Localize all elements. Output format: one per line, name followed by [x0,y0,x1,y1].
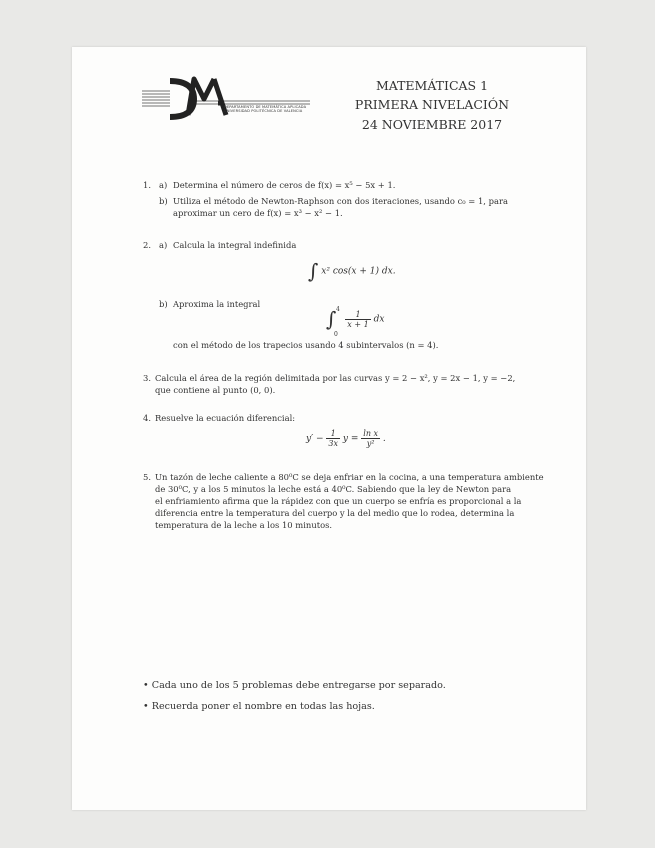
fraction-1-denominator: 3x [328,439,339,448]
header-subject: MATEMÁTICAS 1 [375,78,489,93]
problem-1a-text: Determina el número de ceros de f(x) = x⁵ − 5x + 1. [173,180,396,190]
problem-2-number: 2. [143,240,151,250]
fraction-numerator: 1 [345,310,370,320]
logo-caption-line2: UNIVERSIDAD POLITÉCNICA DE VALENCIA [224,109,303,114]
problem-3-line1: Calcula el área de la región delimitada por las curvas y = 2 − x², y = 2x − 1, y = −2, [155,373,516,383]
logo-lines [142,91,310,106]
problem-2a-text: Calcula la integral indefinida [173,240,297,250]
problem-1b-line2: aproximar un cero de f(x) = x³ − x² − 1. [173,208,343,218]
note-1 [143,680,446,692]
problem-2b-label: b) [159,299,168,309]
problem-4-text: Resuelve la ecuación diferencial: [155,413,296,423]
note-2-text: Recuerda poner el nombre en todas las hojas. [151,701,375,712]
definite-integral-sign: ∫ [326,307,337,331]
problem-5-line4: diferencia entre la temperatura del cuerpo y la del medio que lo rodea, determina la [155,508,515,518]
integral-sign: ∫ [308,259,319,283]
equation-fraction-2 [361,429,380,448]
bullet-dot: • [143,680,149,691]
fraction-1-numerator: 1 [326,429,340,439]
equation-middle: y = [342,434,359,444]
integral-lower-limit: 0 [334,331,338,338]
header-date: 24 NOVIEMBRE 2017 [361,117,503,132]
problem-5-line3: el enfriamiento afirma que la rápidez con que un cuerpo se enfría es proporcional a la [155,496,522,506]
integral-fraction [345,310,370,329]
problem-4-number: 4. [143,413,151,423]
problem-2a-label: a) [159,240,168,250]
integral-differential: dx [373,314,385,325]
header-exam-title: PRIMERA NIVELACIÓN [354,97,510,112]
equation-fraction-1 [326,429,340,448]
problem-3-line2: que contiene al punto (0, 0). [155,385,276,395]
problem-5-line5: temperatura de la leche a los 10 minutos. [155,520,333,530]
differential-equation [306,429,386,448]
note-2 [143,701,375,713]
equation-end: . [382,434,386,444]
problem-2b-method: con el método de los trapecios usando 4 subintervalos (n = 4). [173,340,439,350]
problem-5-number: 5. [143,472,151,482]
problem-2b-text: Aproxima la integral [173,299,261,309]
fraction-2-numerator: ln x [363,429,379,438]
problem-5-line2: de 30⁰C, y a los 5 minutos la leche está a 40⁰C. Sabiendo que la ley de Newton para [155,484,512,494]
problem-1a-label: a) [159,180,168,190]
logo-caption [224,105,306,114]
problem-1b-line1: Utiliza el método de Newton-Raphson con dos iteraciones, usando c₀ = 1, para [173,196,508,206]
bullet-dot: • [143,701,149,712]
problem-5-line1: Un tazón de leche caliente a 80⁰C se deja enfriar en la cocina, a una temperatura ambiente [155,472,544,482]
logo-caption-line1: DEPARTAMENTO DE MATEMÁTICA APLICADA [224,105,307,109]
integral-definite [326,307,384,337]
problem-1b-label: b) [159,196,168,206]
note-1-text: Cada uno de los 5 problemas debe entregarse por separado. [151,680,446,691]
problem-1-number: 1. [143,180,151,190]
exam-sheet [72,47,586,810]
integral-indefinite [308,259,396,283]
integral-indefinite-integrand: x² cos(x + 1) dx. [321,266,396,277]
fraction-2-denominator: y² [366,439,375,448]
integral-upper-limit: 4 [336,306,340,313]
equation-lhs: y′ − [306,434,324,444]
problem-3-number: 3. [143,373,151,383]
fraction-denominator: x + 1 [347,319,369,329]
